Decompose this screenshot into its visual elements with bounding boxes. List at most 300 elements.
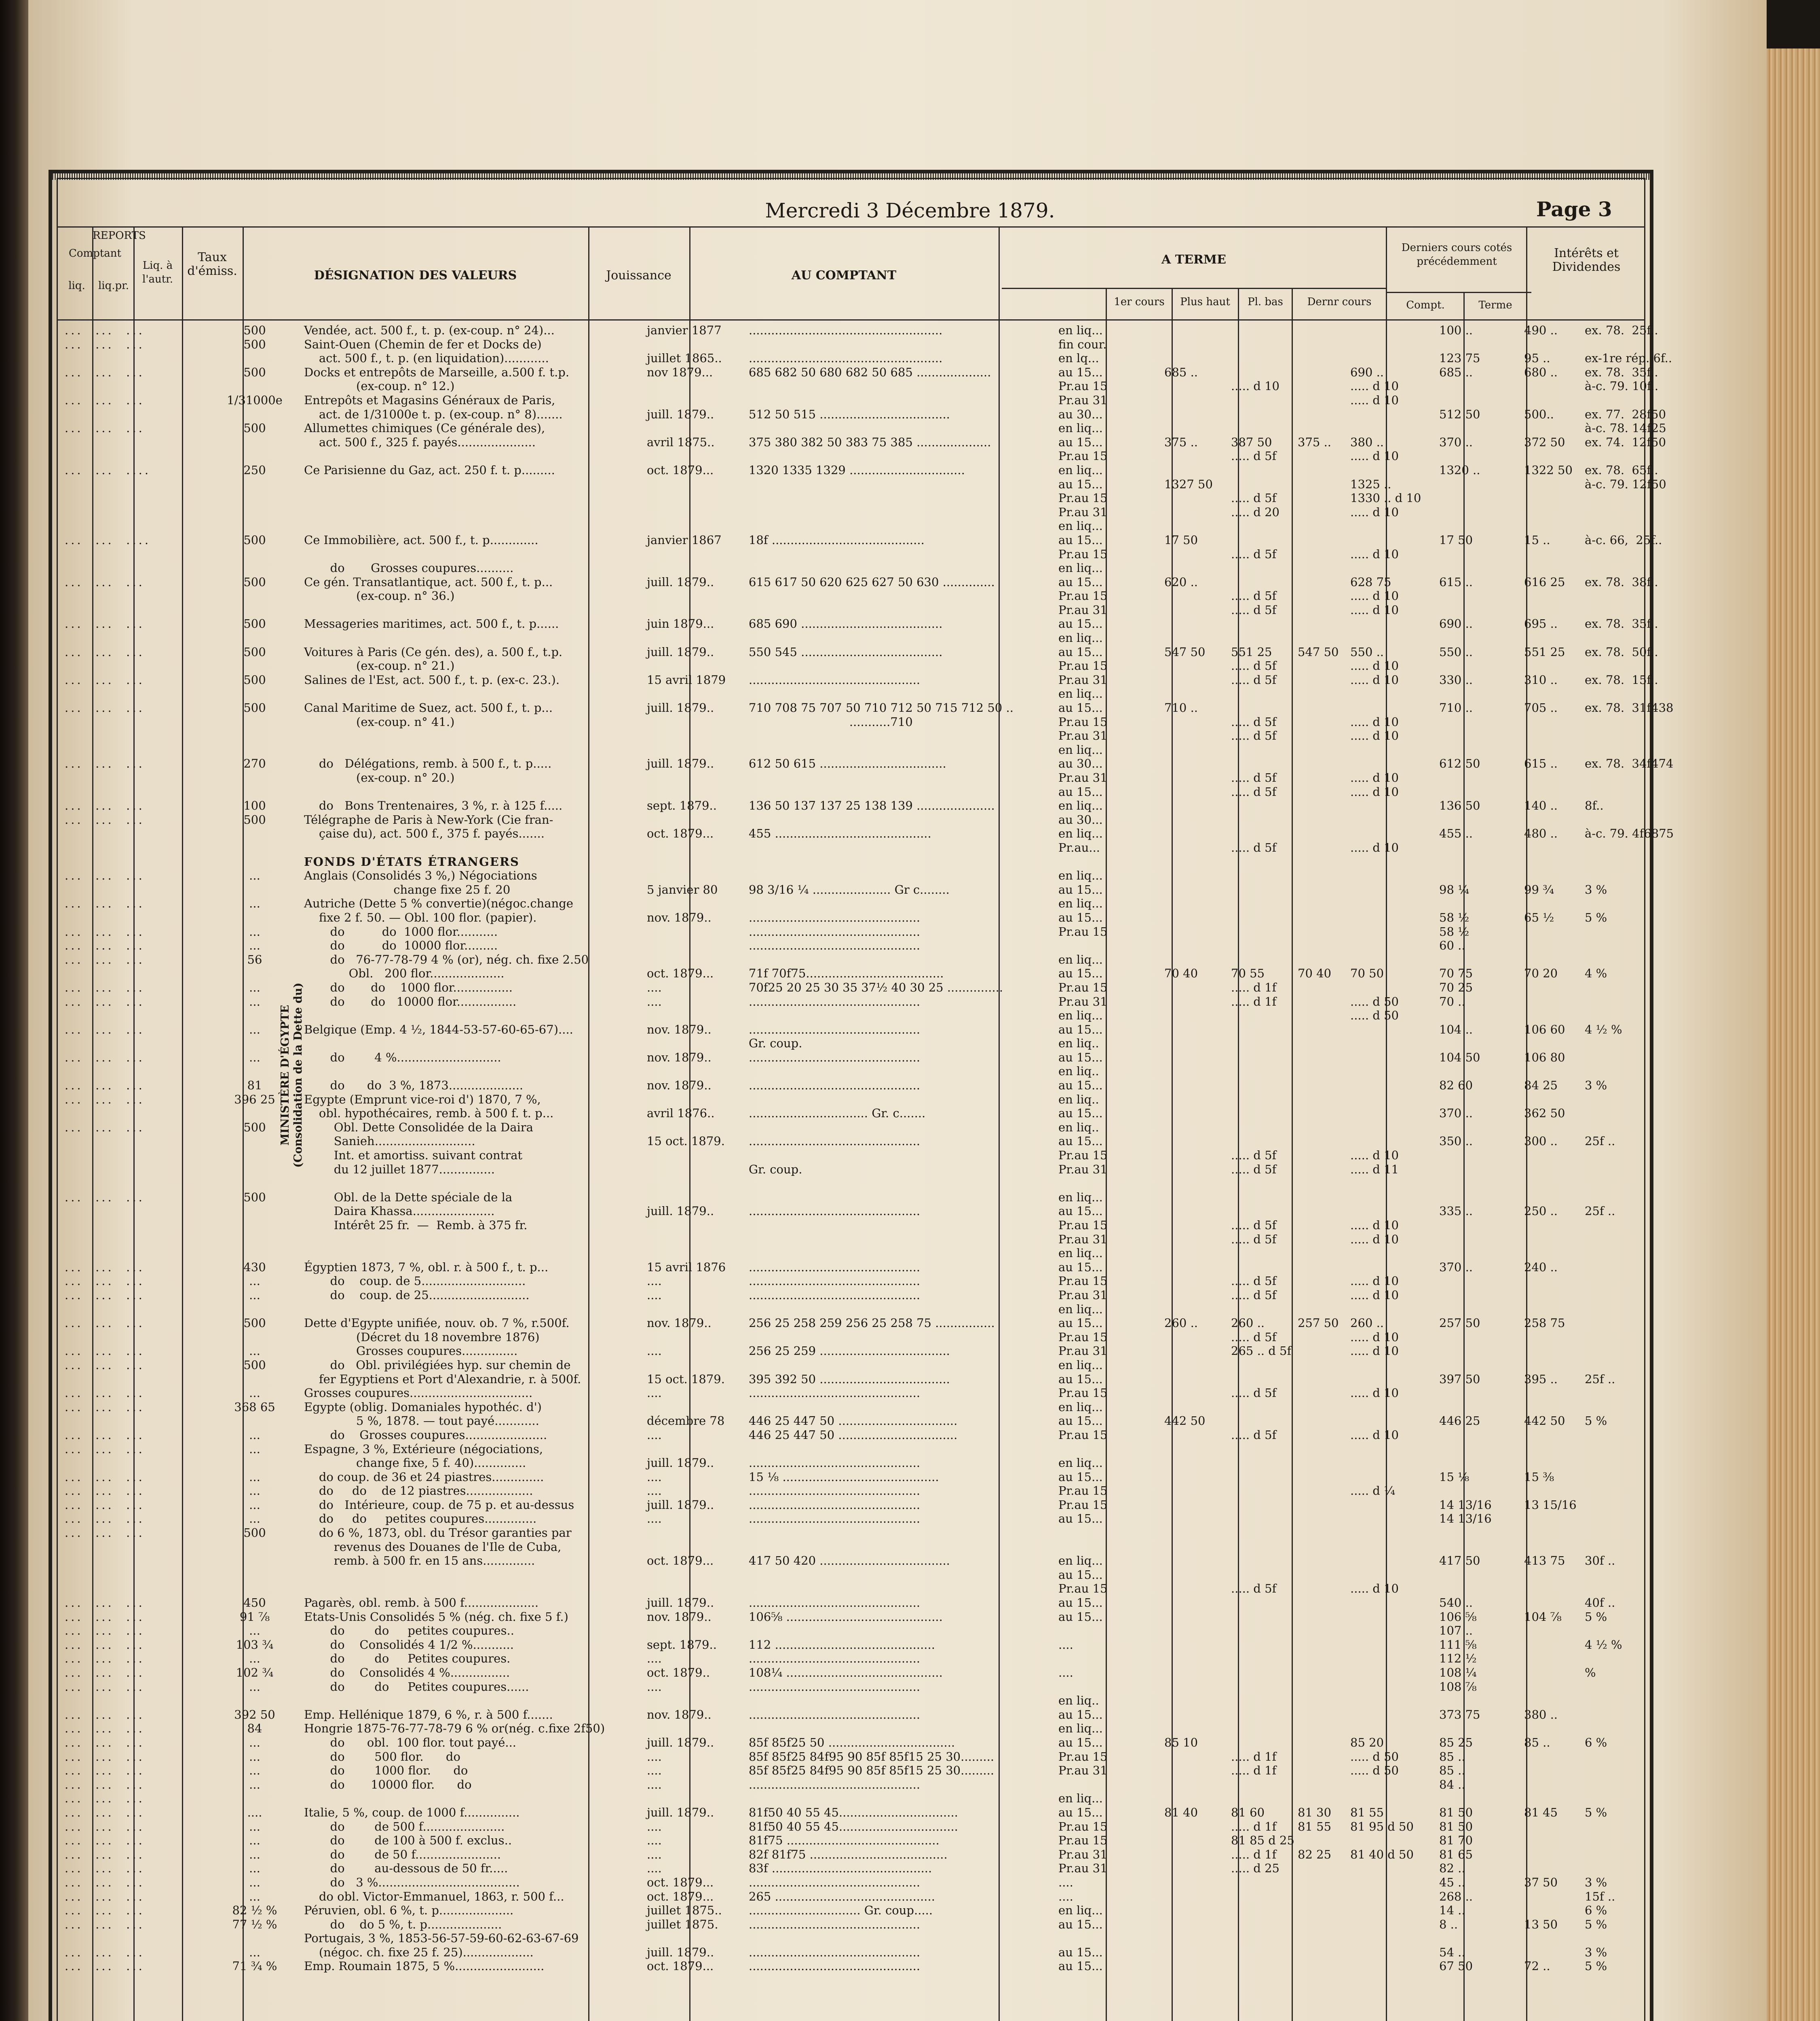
dernier-cours-cell: ..... d 10 <box>1350 1288 1399 1302</box>
designation-cell: Etats-Unis Consolidés 5 % (nég. ch. fixe 5 f.) <box>304 1610 568 1624</box>
jouissance-cell: .... <box>647 1679 662 1694</box>
designation-cell: act. 500 f., t. p. (en liquidation)............ <box>304 351 549 365</box>
designation-cell: FONDS D'ÉTATS ÉTRANGERS <box>304 854 519 869</box>
table-row <box>57 966 1645 981</box>
comptant-cell: 18f ......................................... <box>749 533 925 547</box>
taux-cell: ... <box>249 1050 260 1064</box>
prev-compt-cell: 58 ½ <box>1439 910 1470 924</box>
taux-cell: ... <box>249 980 260 994</box>
terme-label-cell: au 15... <box>1058 1596 1103 1610</box>
table-row <box>57 1176 1645 1190</box>
comptant-cell: .............................................. <box>749 1134 921 1148</box>
table-row <box>57 1036 1645 1051</box>
reports-cell: ... ... ... <box>65 1022 145 1036</box>
plus-bas-cell: 257 50 <box>1298 1316 1339 1330</box>
prev-compt-cell: 81 50 <box>1439 1819 1473 1833</box>
table-row <box>57 1945 1645 1960</box>
designation-cell: Egypte (oblig. Domaniales hypothéc. d') <box>304 1400 542 1414</box>
table-row <box>57 1316 1645 1330</box>
plus-haut-cell: 81 60 <box>1231 1805 1265 1819</box>
interets-cell: 25f .. <box>1585 1204 1615 1218</box>
designation-cell: do do petites coupures.. <box>304 1624 514 1638</box>
taux-cell: 500 <box>243 1526 266 1540</box>
comptant-cell: .................................................... <box>749 351 943 365</box>
designation-cell: do do Petites coupures. <box>304 1652 511 1666</box>
taux-cell: 91 ⅞ <box>239 1610 270 1624</box>
plus-haut-cell: 387 50 <box>1231 435 1272 449</box>
jouissance-cell: sept. 1879.. <box>647 1637 717 1652</box>
terme-label-cell: en liq... <box>1058 1903 1103 1918</box>
comptant-cell: .............................. Gr. coup..... <box>749 1903 933 1918</box>
terme-label-cell: en liq... <box>1058 519 1103 533</box>
jouissance-cell: oct. 1879... <box>647 1959 714 1973</box>
reports-cell: ... ... ... <box>65 1512 145 1526</box>
reports-cell: ... ... ... <box>65 939 145 953</box>
designation-cell: do do Petites coupures...... <box>304 1679 529 1694</box>
terme-label-cell: Pr.au 15 <box>1058 1218 1108 1232</box>
reports-cell: ... ... ... <box>65 869 145 883</box>
prev-terme-cell: 500.. <box>1524 407 1554 421</box>
interets-cell: ex. 78. 35f.. <box>1585 365 1658 379</box>
prev-compt-cell: 257 50 <box>1439 1316 1480 1330</box>
interets-cell: ex. 78. 65f.. <box>1585 463 1658 477</box>
reports-cell: ... ... ... <box>65 1721 145 1736</box>
interets-cell: 15f .. <box>1585 1889 1615 1903</box>
derniers-subheader-rule <box>1386 292 1531 293</box>
jouissance-cell: juillet 1875. <box>647 1917 718 1931</box>
plus-haut-cell: 81 85 d 25 <box>1231 1833 1294 1848</box>
jouissance-cell: avril 1876.. <box>647 1106 715 1120</box>
dernier-cours-cell: ..... d 50 <box>1350 1008 1399 1023</box>
plus-haut-cell: 260 .. <box>1231 1316 1265 1330</box>
interets-cell: 3 % <box>1585 1078 1607 1093</box>
reports-cell: ... ... ... <box>65 1498 145 1512</box>
terme-label-cell: en liq... <box>1058 1554 1103 1568</box>
comptant-cell: 81f50 40 55 45................................ <box>749 1805 958 1819</box>
prev-terme-cell: 81 45 <box>1524 1805 1558 1819</box>
table-row <box>57 1078 1645 1093</box>
plus-haut-cell: ..... d 5f <box>1231 547 1277 561</box>
comptant-cell: 395 392 50 ................................... <box>749 1372 950 1386</box>
reports-cell: ... ... ... <box>65 994 145 1008</box>
terme-label-cell: Pr.au 15 <box>1058 547 1108 561</box>
jouissance-cell: 15 avril 1879 <box>647 673 726 687</box>
reports-cell: ... ... ... <box>65 421 145 435</box>
prev-terme-cell: 1322 50 <box>1524 463 1573 477</box>
interets-cell: 3 % <box>1585 1875 1607 1889</box>
designation-cell: do do 1000 flor................ <box>304 980 513 994</box>
jouissance-cell: nov. 1879.. <box>647 1022 712 1036</box>
prev-terme-cell: 413 75 <box>1524 1554 1565 1568</box>
terme-label-cell: Pr.au 15 <box>1058 1484 1108 1498</box>
prev-compt-cell: 685 .. <box>1439 365 1473 379</box>
comptant-cell: .............................................. <box>749 1386 921 1400</box>
table-row <box>57 1414 1645 1428</box>
prev-terme-cell: 680 .. <box>1524 365 1558 379</box>
designation-cell: Ce Parisienne du Gaz, act. 250 f. t. p......... <box>304 463 555 477</box>
terme-label-cell: Pr.au 31 <box>1058 1764 1108 1778</box>
prev-compt-cell: 112 ½ <box>1439 1652 1477 1666</box>
plus-haut-cell: ..... d 1f <box>1231 1819 1277 1833</box>
dernier-cours-cell: 81 55 <box>1350 1805 1384 1819</box>
taux-cell: ... <box>249 1344 260 1358</box>
prev-compt-cell: 14 .. <box>1439 1903 1465 1918</box>
prev-terme-cell: 695 .. <box>1524 617 1558 631</box>
terme-label-cell: au 15... <box>1058 1050 1103 1064</box>
comptant-cell: 375 380 382 50 383 75 385 .................... <box>749 435 991 449</box>
terme-label-cell: Pr.au 31 <box>1058 1232 1108 1246</box>
designation-cell: do do 1000 flor........... <box>304 924 498 939</box>
terme-label-cell: au 15... <box>1058 1106 1103 1120</box>
prev-terme-cell: 72 .. <box>1524 1959 1550 1973</box>
jouissance-cell: nov. 1879.. <box>647 910 712 924</box>
table-row <box>57 687 1645 701</box>
prev-compt-cell: 370 .. <box>1439 1106 1473 1120</box>
terme-label-cell: Pr.au 31 <box>1058 673 1108 687</box>
table-row <box>57 1093 1645 1107</box>
jouissance-cell: oct. 1879... <box>647 1875 714 1889</box>
taux-cell: ... <box>249 1022 260 1036</box>
designation-cell: Pagarès, obl. remb. à 500 f.................... <box>304 1596 539 1610</box>
dernier-cours-cell: ..... d 50 <box>1350 994 1399 1008</box>
comptant-cell: .............................................. <box>749 1456 921 1470</box>
designation-cell: Télégraphe de Paris à New-York (Cie fran- <box>304 812 553 827</box>
jouissance-cell: .... <box>647 1819 662 1833</box>
designation-cell: Int. et amortiss. suivant contrat <box>304 1148 523 1162</box>
prev-compt-cell: 70 25 <box>1439 980 1473 994</box>
terme-label-cell: en liq.. <box>1058 1092 1099 1106</box>
taux-cell: ... <box>249 897 260 911</box>
jouissance-cell: .... <box>647 1847 662 1861</box>
table-row <box>57 715 1645 729</box>
designation-cell: do Grosses coupures.......... <box>304 561 514 575</box>
designation-cell: Daira Khassa...................... <box>304 1204 495 1218</box>
table-row <box>57 323 1658 338</box>
designation-cell: 5 %, 1878. — tout payé............ <box>304 1414 539 1428</box>
dernier-cours-cell: ..... d 10 <box>1350 673 1399 687</box>
designation-cell: Sanieh........................... <box>304 1134 475 1148</box>
taux-cell: ... <box>249 1512 260 1526</box>
comptant-cell: .............................................. <box>749 1596 921 1610</box>
taux-cell: ... <box>249 1679 260 1694</box>
premier-cours-cell: 685 .. <box>1164 365 1198 379</box>
taux-cell: 392 50 <box>234 1707 275 1721</box>
terme-label-cell: au 15... <box>1058 1414 1103 1428</box>
designation-cell: Ce Immobilière, act. 500 f., t. p............. <box>304 533 538 547</box>
jouissance-cell: .... <box>647 1428 662 1442</box>
comptant-cell: 83f ........................................... <box>749 1861 932 1875</box>
taux-cell: 500 <box>243 337 266 351</box>
taux-cell: 81 <box>247 1078 262 1093</box>
reports-cell: ... ... ... <box>65 1624 145 1638</box>
jouissance-cell: juill. 1879.. <box>647 757 714 771</box>
jouissance-cell: juill. 1879.. <box>647 1945 714 1959</box>
reports-cell: ... ... ... <box>65 645 145 659</box>
terme-label-cell: Pr.au 15 <box>1058 1386 1108 1400</box>
terme-label-cell: en liq... <box>1058 1456 1103 1470</box>
terme-label-cell: au 15... <box>1058 1260 1103 1274</box>
reports-cell: ... ... ... <box>65 1050 145 1064</box>
comptant-cell: 455 .......................................... <box>749 827 931 841</box>
comptant-cell: 15 ⅛ .......................................... <box>749 1470 939 1484</box>
terme-label-cell: au 15... <box>1058 1735 1103 1749</box>
prev-terme-cell: 70 20 <box>1524 966 1558 981</box>
table-row <box>57 1931 1645 1945</box>
terme-label-cell: au 15... <box>1058 1204 1103 1218</box>
header-comptant: Comptant <box>69 247 121 259</box>
prev-terme-cell: 15 .. <box>1524 533 1550 547</box>
table-row <box>57 827 1674 841</box>
prev-compt-cell: 70 75 <box>1439 966 1473 981</box>
terme-label-cell: en liq... <box>1058 631 1103 645</box>
plus-haut-cell: ..... d 5f <box>1231 1232 1277 1246</box>
table-row <box>57 799 1645 813</box>
dernier-cours-cell: ..... d 10 <box>1350 1232 1399 1246</box>
jouissance-cell: avril 1875.. <box>647 435 715 449</box>
terme-label-cell: Pr.au 15 <box>1058 1274 1108 1288</box>
jouissance-cell: .... <box>647 1470 662 1484</box>
comptant-cell: 85f 85f25 84f95 90 85f 85f15 25 30......... <box>749 1749 994 1764</box>
table-row <box>57 1246 1645 1260</box>
taux-cell: 500 <box>243 323 266 337</box>
prev-terme-cell: 104 ⅞ <box>1524 1610 1562 1624</box>
reports-cell: ... ... .... <box>65 533 151 547</box>
table-row <box>57 1330 1645 1344</box>
jouissance-cell: .... <box>647 1512 662 1526</box>
terme-label-cell: en liq... <box>1058 1721 1103 1736</box>
prev-compt-cell: 8 .. <box>1439 1917 1458 1931</box>
table-row <box>57 743 1645 757</box>
prev-terme-cell: 372 50 <box>1524 435 1565 449</box>
table-row <box>57 1274 1645 1288</box>
comptant-cell: 265 ........................................... <box>749 1889 935 1903</box>
terme-label-cell: .... <box>1058 1889 1073 1903</box>
prev-compt-cell: 60 .. <box>1439 939 1465 953</box>
table-row <box>57 1442 1645 1456</box>
comptant-cell: 85f 85f25 84f95 90 85f 85f15 25 30......... <box>749 1764 994 1778</box>
taux-cell: 270 <box>243 757 266 771</box>
prev-terme-cell: 13 50 <box>1524 1917 1558 1931</box>
designation-cell: change fixe 25 f. 20 <box>304 882 511 897</box>
designation-cell: Emp. Hellénique 1879, 6 %, r. à 500 f....... <box>304 1707 553 1721</box>
terme-label-cell: Pr.au 15 <box>1058 491 1108 505</box>
dernier-cours-cell: ..... d 10 <box>1350 729 1399 743</box>
table-row <box>57 407 1666 422</box>
interets-cell: ex. 78. 31f438 <box>1585 701 1674 715</box>
terme-label-cell: en liq... <box>1058 687 1103 701</box>
designation-cell: do 76-77-78-79 4 % (or), nég. ch. fixe 2.50 <box>304 952 589 966</box>
table-row <box>57 1791 1645 1806</box>
table-row <box>57 1526 1645 1540</box>
jouissance-cell: nov. 1879.. <box>647 1078 712 1093</box>
comptant-cell: .............................................. <box>749 1288 921 1302</box>
terme-label-cell: en liq... <box>1058 952 1103 966</box>
header-jouissance: Jouissance <box>606 268 671 283</box>
reports-cell: ... ... ... <box>65 365 145 379</box>
dernier-cours-cell: ..... d 10 <box>1350 1330 1399 1344</box>
table-row <box>57 365 1658 380</box>
jouissance-cell: nov 1879... <box>647 365 713 379</box>
prev-terme-cell: 250 .. <box>1524 1204 1558 1218</box>
table-row <box>57 379 1659 393</box>
dernier-cours-cell: ..... d 10 <box>1350 1344 1399 1358</box>
reports-cell: ... ... ... <box>65 924 145 939</box>
comptant-cell: 685 682 50 680 682 50 685 .................... <box>749 365 991 379</box>
dernier-cours-cell: ..... d 10 <box>1350 505 1399 519</box>
prev-compt-cell: 612 50 <box>1439 757 1480 771</box>
prev-compt-cell: 85 25 <box>1439 1735 1473 1749</box>
prev-compt-cell: 85 .. <box>1439 1749 1465 1764</box>
terme-label-cell: en liq... <box>1058 1008 1103 1023</box>
prev-compt-cell: 14 13/16 <box>1439 1498 1492 1512</box>
reports-cell: ... ... ... <box>65 1526 145 1540</box>
terme-label-cell: Pr.au 15 <box>1058 379 1108 393</box>
terme-label-cell: Pr.au 15 <box>1058 1833 1108 1848</box>
comptant-cell: .............................................. <box>749 1050 921 1064</box>
reports-cell: ... ... ... <box>65 1596 145 1610</box>
prev-compt-cell: 70 .. <box>1439 994 1465 1008</box>
designation-cell: do coup. de 36 et 24 piastres.............. <box>304 1470 544 1484</box>
table-row <box>57 1288 1645 1302</box>
comptant-cell: 710 708 75 707 50 710 712 50 715 712 50 .. <box>749 701 1013 715</box>
designation-cell: do Consolidés 4 1/2 %........... <box>304 1637 514 1652</box>
designation-cell: fer Egyptiens et Port d'Alexandrie, r. à 500f. <box>304 1372 581 1386</box>
reports-cell: ... ... ... <box>65 1833 145 1848</box>
designation-cell: do de 500 f...................... <box>304 1819 505 1833</box>
jouissance-cell: oct. 1879... <box>647 1554 714 1568</box>
taux-cell: ... <box>249 1442 260 1456</box>
jouissance-cell: .... <box>647 1484 662 1498</box>
jouissance-cell: .... <box>647 1386 662 1400</box>
quotation-rows <box>57 323 1674 1973</box>
taux-cell: ... <box>249 1861 260 1875</box>
taux-cell: 500 <box>243 1190 266 1204</box>
plus-haut-cell: ..... d 5f <box>1231 491 1277 505</box>
designation-cell: (ex-coup. n° 12.) <box>304 379 455 393</box>
prev-terme-cell: 380 .. <box>1524 1707 1558 1721</box>
prev-compt-cell: 111 ⅝ <box>1439 1637 1477 1652</box>
interets-cell: 40f .. <box>1585 1596 1615 1610</box>
table-row <box>57 785 1645 799</box>
designation-cell: Italie, 5 %, coup. de 1000 f............... <box>304 1805 520 1819</box>
designation-cell: do Obl. privilégiées hyp. sur chemin de <box>304 1358 571 1372</box>
terme-label-cell: Pr.au 15 <box>1058 1498 1108 1512</box>
reports-cell: ... ... ... <box>65 617 145 631</box>
table-row <box>57 1051 1645 1065</box>
jouissance-cell: janvier 1867 <box>647 533 722 547</box>
table-row <box>57 1652 1645 1666</box>
jouissance-cell: .... <box>647 1288 662 1302</box>
taux-cell: 77 ½ % <box>232 1917 277 1931</box>
terme-label-cell: fin cour. <box>1058 337 1107 351</box>
taux-cell: 1/31000e <box>227 393 283 407</box>
taux-cell: ... <box>249 1274 260 1288</box>
designation-cell: obl. hypothécaires, remb. à 500 f. t. p... <box>304 1106 554 1120</box>
table-row <box>57 547 1645 561</box>
taux-cell: ... <box>249 1735 260 1749</box>
taux-cell: 500 <box>243 812 266 827</box>
table-row <box>57 519 1645 533</box>
plus-haut-cell: ..... d 1f <box>1231 980 1277 994</box>
designation-cell: do do de 12 piastres.................. <box>304 1484 533 1498</box>
designation-cell: do coup. de 25........................... <box>304 1288 530 1302</box>
table-row <box>57 1260 1645 1274</box>
dernier-cours-cell: ..... d 10 <box>1350 603 1399 617</box>
jouissance-cell: .... <box>647 1777 662 1791</box>
interets-cell: ex. 78. 35f.. <box>1585 617 1658 631</box>
comptant-cell: ...........710 <box>749 715 913 729</box>
dernier-cours-cell: ..... d 10 <box>1350 1428 1399 1442</box>
interets-cell: 25f .. <box>1585 1134 1615 1148</box>
plus-haut-cell: ..... d 5f <box>1231 603 1277 617</box>
dernier-cours-cell: ..... d 10 <box>1350 785 1399 799</box>
dernier-cours-cell: ..... d 10 <box>1350 1148 1399 1162</box>
plus-haut-cell: ..... d 5f <box>1231 673 1277 687</box>
designation-cell: do obl. 100 flor. tout payé... <box>304 1735 517 1749</box>
comptant-cell: Gr. coup. <box>749 1162 802 1176</box>
table-row <box>57 1148 1645 1162</box>
table-row <box>57 1134 1645 1148</box>
reports-cell: ... ... ... <box>65 1764 145 1778</box>
table-row <box>57 1736 1645 1750</box>
reports-cell: ... ... ... <box>65 1637 145 1652</box>
terme-label-cell: au 15... <box>1058 1959 1103 1973</box>
reports-cell: ... ... ... <box>65 757 145 771</box>
designation-cell: Emp. Roumain 1875, 5 %........................ <box>304 1959 545 1973</box>
designation-cell: do 6 %, 1873, obl. du Trésor garanties par <box>304 1526 572 1540</box>
terme-label-cell: au 15... <box>1058 1372 1103 1386</box>
prev-terme-cell: 99 ¾ <box>1524 882 1554 897</box>
table-row <box>57 841 1645 855</box>
terme-label-cell: au 15... <box>1058 966 1103 981</box>
prev-compt-cell: 417 50 <box>1439 1554 1480 1568</box>
table-row <box>57 1582 1645 1596</box>
interets-cell: 5 % <box>1585 1805 1607 1819</box>
prev-compt-cell: 14 13/16 <box>1439 1512 1492 1526</box>
reports-cell: ... ... ... <box>65 1428 145 1442</box>
table-row <box>57 575 1658 589</box>
reports-cell: ... ... ... <box>65 1652 145 1666</box>
designation-cell: Vendée, act. 500 f., t. p. (ex-coup. n° 24)... <box>304 323 555 337</box>
plus-haut-cell: ..... d 5f <box>1231 659 1277 673</box>
table-row <box>57 1764 1645 1778</box>
taux-cell: ... <box>249 869 260 883</box>
terme-label-cell: au 15... <box>1058 910 1103 924</box>
table-row <box>57 1875 1645 1890</box>
reports-cell: ... ... ... <box>65 1945 145 1959</box>
table-row <box>57 491 1645 505</box>
reports-cell: ... ... ... <box>65 1274 145 1288</box>
designation-cell: Autriche (Dette 5 % convertie)(négoc.change <box>304 897 574 911</box>
taux-cell: 500 <box>243 421 266 435</box>
dernier-cours-cell: ..... d 10 <box>1350 715 1399 729</box>
terme-label-cell: Pr.au 15 <box>1058 659 1108 673</box>
prev-compt-cell: 15 ⅛ <box>1439 1470 1470 1484</box>
taux-cell: ... <box>249 1624 260 1638</box>
reports-cell: ... ... ... <box>65 1344 145 1358</box>
table-row <box>57 603 1645 617</box>
jouissance-cell: juill. 1879.. <box>647 1456 714 1470</box>
jouissance-cell: .... <box>647 1344 662 1358</box>
plus-haut-cell: ..... d 5f <box>1231 1428 1277 1442</box>
comptant-cell: 685 690 ...................................... <box>749 617 943 631</box>
taux-cell: ... <box>249 1470 260 1484</box>
terme-label-cell: en liq... <box>1058 1246 1103 1260</box>
table-row <box>57 463 1658 477</box>
jouissance-cell: .... <box>647 994 662 1008</box>
interets-cell: 5 % <box>1585 910 1607 924</box>
prev-compt-cell: 81 50 <box>1439 1805 1473 1819</box>
